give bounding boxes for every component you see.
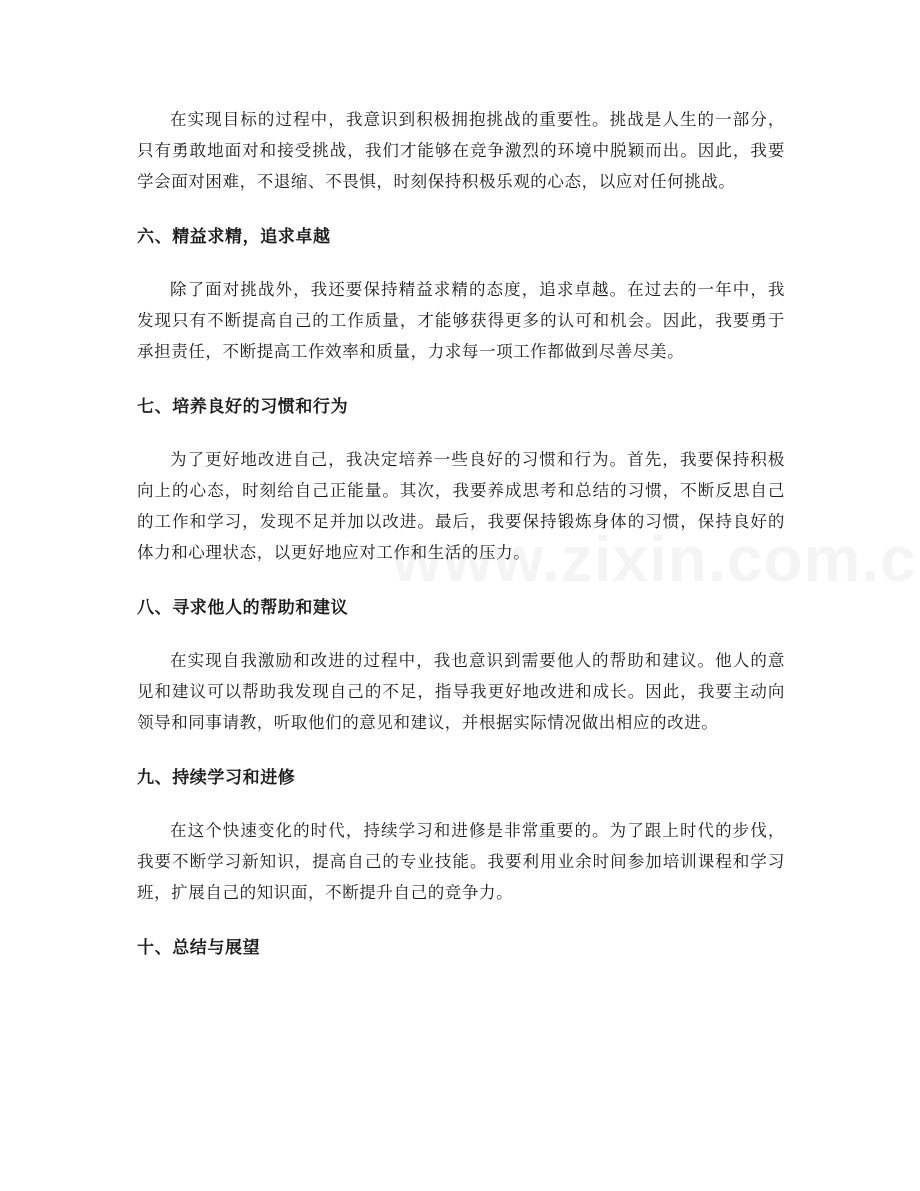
paragraph-good-habits: 为了更好地改进自己，我决定培养一些良好的习惯和行为。首先，我要保持积极向上的心态，时刻给自己正能量。其次，我要养成思考和总结的习惯，不断反思自己的工作和学习，发现不足并加以改进。最后，我要保持锻炼身体的习惯，保持良好的体力和心理状态，以更好地应对工作和生活的压力。 — [137, 450, 785, 562]
heading-section-8: 八、寻求他人的帮助和建议 — [137, 598, 349, 618]
heading-section-6: 六、精益求精，追求卓越 — [137, 227, 331, 247]
document-body — [137, 104, 785, 961]
heading-section-7: 七、培养良好的习惯和行为 — [137, 397, 349, 417]
heading-section-9: 九、持续学习和进修 — [137, 768, 296, 788]
paragraph-embrace-challenges: 在实现目标的过程中，我意识到积极拥抱挑战的重要性。挑战是人生的一部分，只有勇敢地面对和接受挑战，我们才能够在竞争激烈的环境中脱颖而出。因此，我要学会面对困难，不退缩、不畏惧，时刻保持积极乐观的心态，以应对任何挑战。 — [137, 110, 785, 191]
heading-section-10: 十、总结与展望 — [137, 938, 261, 958]
paragraph-seek-advice: 在实现自我激励和改进的过程中，我也意识到需要他人的帮助和建议。他人的意见和建议可以帮助我发现自己的不足，指导我更好地改进和成长。因此，我要主动向领导和同事请教，听取他们的意见和建议，并根据实际情况做出相应的改进。 — [137, 651, 785, 732]
paragraph-continuous-learning: 在这个快速变化的时代，持续学习和进修是非常重要的。为了跟上时代的步伐，我要不断学习新知识，提高自己的专业技能。我要利用业余时间参加培训课程和学习班，扩展自己的知识面，不断提升自己的竞争力。 — [137, 821, 785, 902]
paragraph-pursue-excellence: 除了面对挑战外，我还要保持精益求精的态度，追求卓越。在过去的一年中，我发现只有不断提高自己的工作质量，才能够获得更多的认可和机会。因此，我要勇于承担责任，不断提高工作效率和质量，力求每一项工作都做到尽善尽美。 — [137, 280, 785, 361]
